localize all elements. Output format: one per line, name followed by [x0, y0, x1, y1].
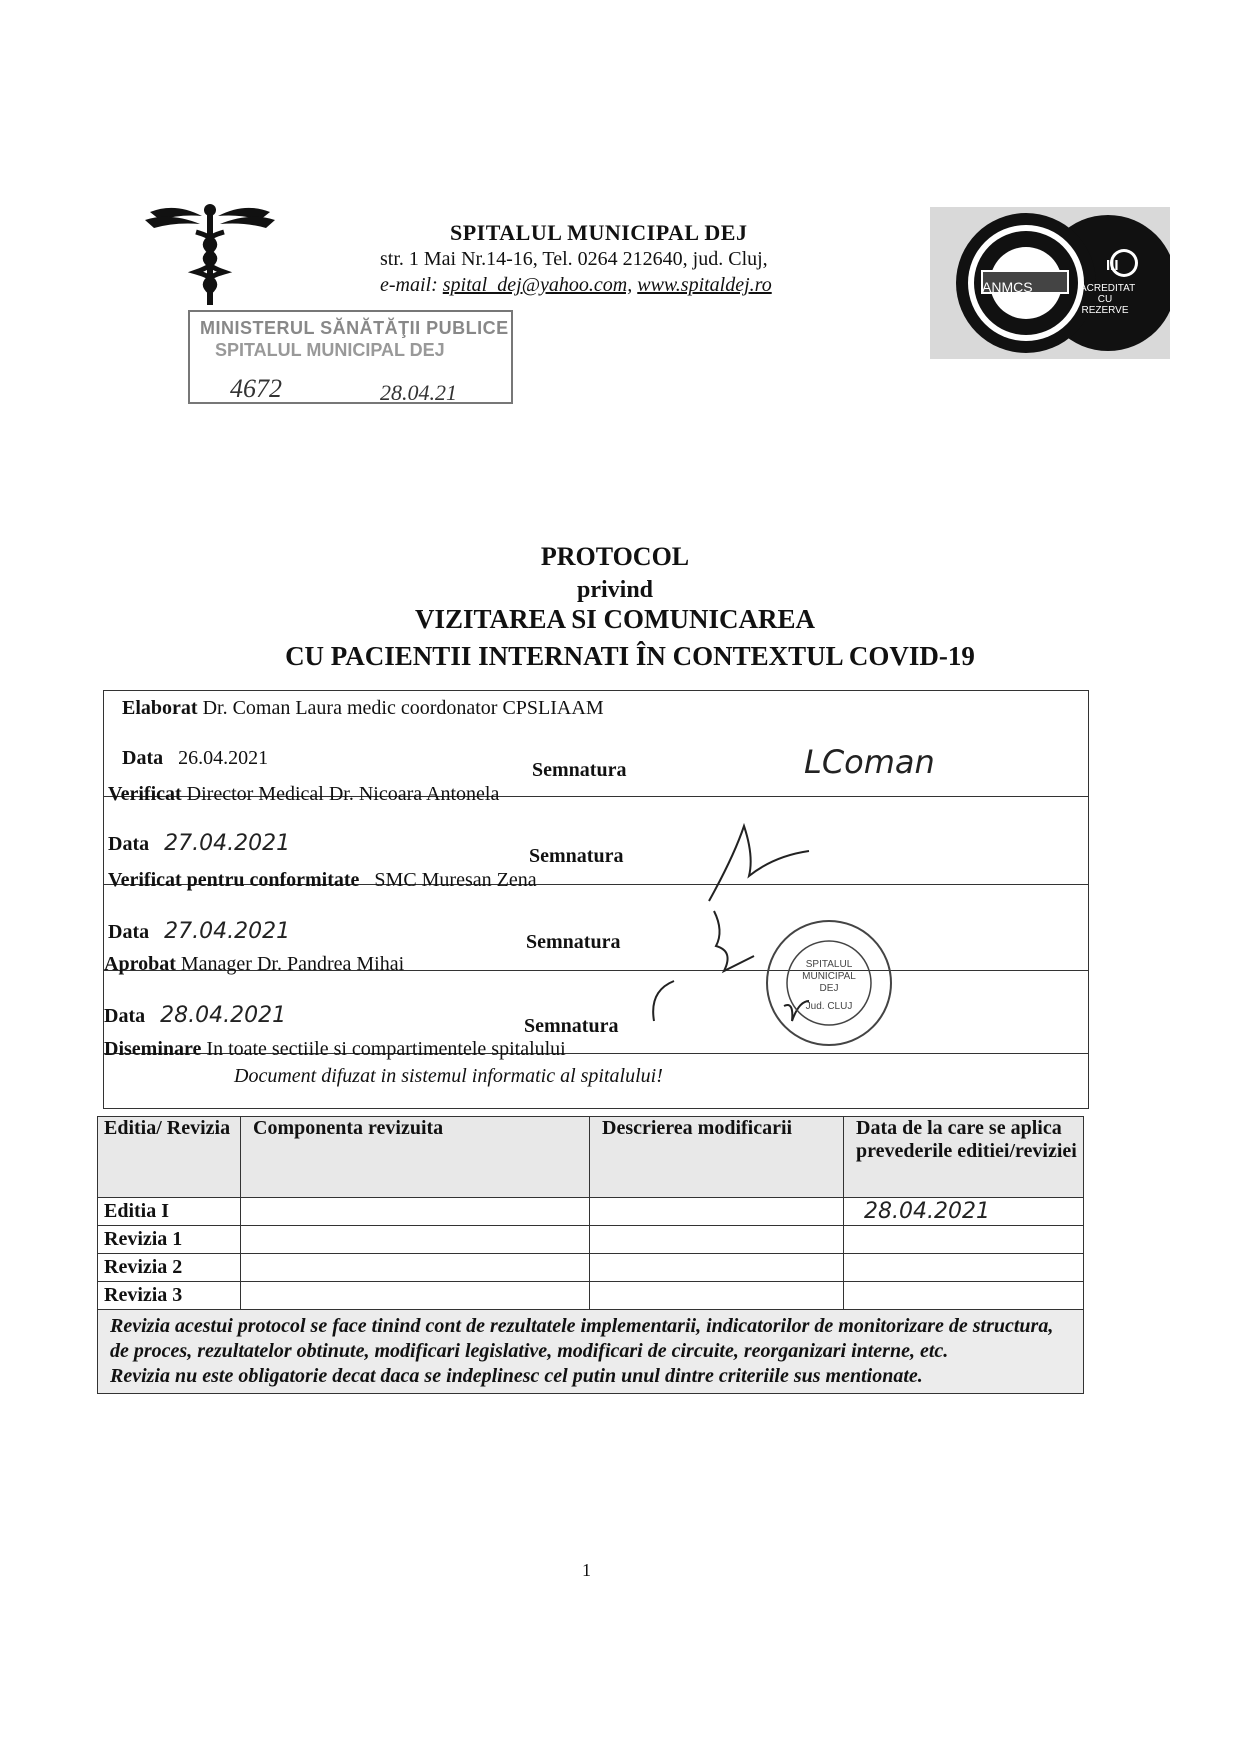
- revision-note-1: Revizia acestui protocol se face tinind cont de rezultatele implementarii, indicatorilor de monitorizare de structura, de proces, rezultatelor obtinute, modificari legislative, modificari de circuite, reorganizari interne, etc.: [110, 1315, 1054, 1362]
- revisions-header-row: [98, 1117, 1084, 1198]
- conformitate-label: Verificat pentru conformitate: [108, 869, 360, 891]
- revision-date: [844, 1254, 1084, 1282]
- data-label: Data: [108, 833, 150, 855]
- table-row: [98, 1198, 1084, 1226]
- page-number: 1: [582, 1560, 591, 1580]
- elaborat-date-row: [122, 747, 268, 770]
- diseminare-note: Document difuzat in sistemul informatic al spitalului!: [234, 1065, 663, 1087]
- accreditation-level: III: [1106, 257, 1119, 274]
- data-label: Data: [104, 1005, 146, 1027]
- elaborat-value: Dr. Coman Laura medic coordonator CPSLIAAM: [202, 697, 604, 719]
- revision-component: [241, 1198, 590, 1226]
- revision-component: [241, 1254, 590, 1282]
- website-link[interactable]: www.spitaldej.ro: [637, 274, 772, 296]
- signature-elaborat: LComan: [804, 743, 935, 781]
- aprobat-value: Manager Dr. Pandrea Mihai: [180, 953, 405, 975]
- elaborat-label: Elaborat: [122, 697, 198, 719]
- email-label: e-mail:: [380, 274, 438, 296]
- verificat-value: Director Medical Dr. Nicoara Antonela: [186, 783, 500, 805]
- conformitate-date: 27.04.2021: [164, 919, 291, 944]
- email-link[interactable]: spital_dej@yahoo.com,: [442, 274, 633, 296]
- revision-label: Revizia 3: [98, 1282, 241, 1310]
- revision-description: [590, 1282, 844, 1310]
- stamp-registration-date: 28.04.21: [380, 380, 457, 405]
- aprobat-label: Aprobat: [104, 953, 176, 975]
- data-label: Data: [108, 921, 150, 943]
- aprobat-row: [104, 953, 404, 976]
- revision-date: [844, 1226, 1084, 1254]
- data-label: Data: [122, 747, 164, 769]
- revisions-table: [97, 1116, 1084, 1394]
- title-subject-line2: CU PACIENTII INTERNATI ÎN CONTEXTUL COVID-19: [285, 641, 975, 671]
- anmcs-label: ANMCS: [982, 279, 1033, 295]
- header-editia: Editia/ Revizia: [98, 1117, 241, 1198]
- semnatura-label: Semnatura: [529, 845, 624, 867]
- document-type-title: PROTOCOL: [540, 542, 690, 571]
- revision-label: Editia I: [98, 1198, 241, 1226]
- revision-note-row: [98, 1310, 1084, 1394]
- hospital-address: str. 1 Mai Nr.14-16, Tel. 0264 212640, jud. Cluj,: [380, 248, 768, 270]
- revision-date: 28.04.2021: [844, 1198, 1084, 1226]
- conformitate-date-row: [108, 919, 290, 944]
- stamp-ministry-text: MINISTERUL SĂNĂTĂŢII PUBLICE: [200, 318, 509, 338]
- header-descrierea: Descrierea modificarii: [590, 1117, 844, 1198]
- hospital-contact: [380, 274, 772, 297]
- title-subject-line1: VIZITAREA SI COMUNICAREA: [414, 604, 816, 634]
- aprobat-date: 28.04.2021: [160, 1003, 287, 1028]
- seal-county-text: Jud. CLUJ: [805, 1001, 853, 1012]
- verificat-date: 27.04.2021: [164, 831, 291, 856]
- table-row: [98, 1226, 1084, 1254]
- aprobat-date-row: [104, 1003, 286, 1028]
- verificat-label: Verificat: [108, 783, 182, 805]
- accreditation-status: ACREDITAT CU REZERVE: [1080, 283, 1136, 316]
- revision-label: Revizia 2: [98, 1254, 241, 1282]
- stamp-registration-number: 4672: [230, 374, 282, 403]
- header-componenta: Componenta revizuita: [241, 1117, 590, 1198]
- revision-description: [590, 1226, 844, 1254]
- verificat-date-row: [108, 831, 290, 856]
- verificat-row: [108, 783, 499, 806]
- revision-note-2: Revizia nu este obligatorie decat daca se indeplinesc cel putin unul dintre criteriile sus mentionate.: [110, 1365, 923, 1387]
- conformitate-row: [108, 869, 537, 892]
- semnatura-label: Semnatura: [526, 931, 621, 953]
- revision-date: [844, 1282, 1084, 1310]
- header-data-aplicare: Data de la care se aplica prevederile editiei/reviziei: [844, 1117, 1084, 1198]
- signature-verificat: [704, 816, 814, 906]
- conformitate-value: SMC Muresan Zena: [374, 869, 537, 891]
- revision-label: Revizia 1: [98, 1226, 241, 1254]
- table-row: [98, 1254, 1084, 1282]
- hospital-name: SPITALUL MUNICIPAL DEJ: [450, 220, 748, 245]
- stamp-hospital-text: SPITALUL MUNICIPAL DEJ: [215, 340, 445, 360]
- diseminare-label: Diseminare: [104, 1038, 202, 1060]
- elaborat-date: 26.04.2021: [178, 747, 269, 769]
- seal-center-text: SPITALUL MUNICIPAL DEJ: [802, 959, 856, 994]
- revision-description: [590, 1254, 844, 1282]
- caduceus-logo-icon: [140, 200, 280, 310]
- revision-component: [241, 1282, 590, 1310]
- diseminare-row: [104, 1038, 566, 1061]
- diseminare-value: In toate sectiile si compartimentele spitalului: [206, 1038, 566, 1060]
- revision-component: [241, 1226, 590, 1254]
- semnatura-label: Semnatura: [524, 1015, 619, 1037]
- approvals-block: [103, 690, 1089, 1109]
- title-connector: privind: [576, 577, 654, 603]
- table-row: [98, 1282, 1084, 1310]
- revision-note-cell: [98, 1310, 1084, 1394]
- revision-description: [590, 1198, 844, 1226]
- semnatura-label: Semnatura: [532, 759, 627, 781]
- elaborat-row: [122, 697, 604, 720]
